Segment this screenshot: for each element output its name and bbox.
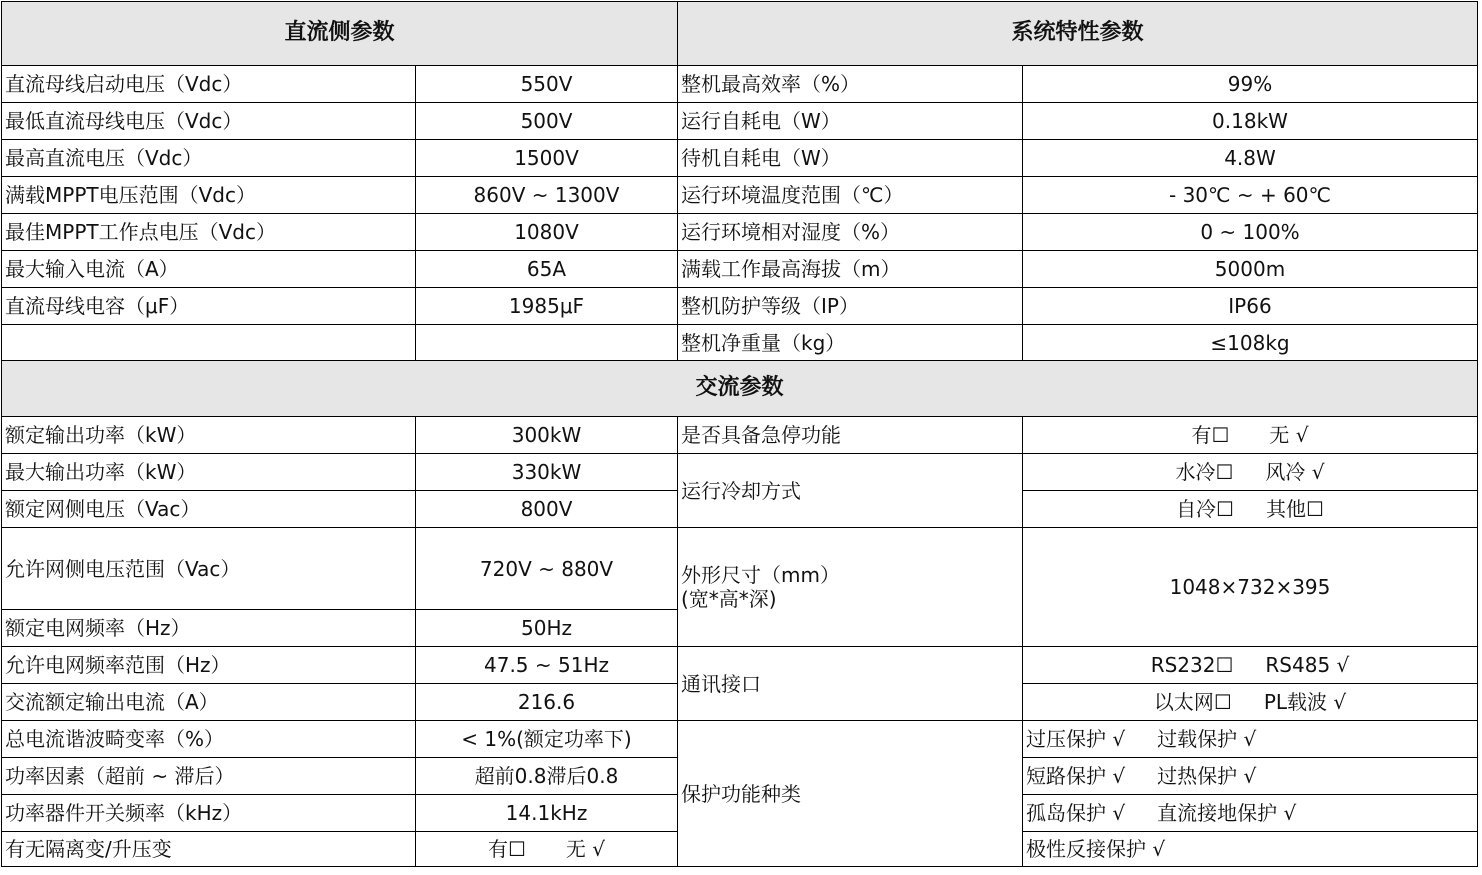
ac-row-label: 额定输出功率（kW） bbox=[1, 416, 416, 454]
dc-row-value: 500V bbox=[415, 102, 678, 140]
dimensions-value: 1048×732×395 bbox=[1022, 527, 1478, 647]
cooling-options-row bbox=[1022, 453, 1478, 491]
system-row-label: 待机自耗电（W） bbox=[677, 139, 1023, 177]
ac-row-value: 216.6 bbox=[415, 683, 678, 721]
emergency-stop-options bbox=[1022, 416, 1478, 454]
protection-islanding: 孤岛保护 √ bbox=[1026, 801, 1126, 825]
option-yes: 有☐ bbox=[487, 837, 526, 861]
system-row-label: 整机最高效率（%） bbox=[677, 65, 1023, 103]
dc-row-label: 直流母线启动电压（Vdc） bbox=[1, 65, 416, 103]
dc-row-value: 860V ~ 1300V bbox=[415, 176, 678, 214]
protection-dc-ground: 直流接地保护 √ bbox=[1157, 801, 1297, 825]
option-no: 无 √ bbox=[1269, 423, 1309, 447]
ac-row-label: 允许电网频率范围（Hz） bbox=[1, 646, 416, 684]
ac-row-label: 有无隔离变/升压变 bbox=[1, 831, 416, 867]
system-row-value: ≤108kg bbox=[1022, 324, 1478, 361]
option-rs232: RS232☐ bbox=[1150, 653, 1234, 677]
ac-header: 交流参数 bbox=[1, 360, 1478, 417]
system-row-label: 整机净重量（kg） bbox=[677, 324, 1023, 361]
ac-row-label: 额定网侧电压（Vac） bbox=[1, 490, 416, 528]
protection-row bbox=[1022, 757, 1478, 795]
comm-options-row bbox=[1022, 683, 1478, 721]
protection-reverse-polarity: 极性反接保护 √ bbox=[1026, 837, 1166, 861]
option-yes: 有☐ bbox=[1191, 423, 1230, 447]
cooling-label: 运行冷却方式 bbox=[677, 453, 1023, 528]
dc-row-value: 1080V bbox=[415, 213, 678, 251]
protection-row bbox=[1022, 831, 1478, 867]
system-row-value: IP66 bbox=[1022, 287, 1478, 325]
dc-row-value: 1985μF bbox=[415, 287, 678, 325]
system-row-value: - 30℃ ~ + 60℃ bbox=[1022, 176, 1478, 214]
ac-row-value: 330kW bbox=[415, 453, 678, 491]
comm-label: 通讯接口 bbox=[677, 646, 1023, 721]
dc-row-label: 最高直流电压（Vdc） bbox=[1, 139, 416, 177]
option-other: 其他☐ bbox=[1266, 497, 1324, 521]
dc-row-label: 最大输入电流（A） bbox=[1, 250, 416, 288]
ac-row-value: 800V bbox=[415, 490, 678, 528]
protection-label: 保护功能种类 bbox=[677, 720, 1023, 867]
ac-row-label: 最大输出功率（kW） bbox=[1, 453, 416, 491]
dc-row-value: 550V bbox=[415, 65, 678, 103]
protection-row bbox=[1022, 720, 1478, 758]
empty-cell bbox=[1, 324, 416, 361]
system-row-label: 运行自耗电（W） bbox=[677, 102, 1023, 140]
option-plc: PL载波 √ bbox=[1263, 690, 1347, 714]
dc-row-value: 65A bbox=[415, 250, 678, 288]
option-air: 风冷 √ bbox=[1265, 460, 1325, 484]
protection-short-circuit: 短路保护 √ bbox=[1026, 764, 1126, 788]
emergency-stop-label: 是否具备急停功能 bbox=[677, 416, 1023, 454]
empty-cell bbox=[415, 324, 678, 361]
dimensions-label-line1: 外形尺寸（mm） bbox=[681, 563, 840, 587]
isolation-options bbox=[415, 831, 678, 867]
protection-overheat: 过热保护 √ bbox=[1157, 764, 1257, 788]
dc-row-label: 最低直流母线电压（Vdc） bbox=[1, 102, 416, 140]
protection-overvoltage: 过压保护 √ bbox=[1026, 727, 1126, 751]
ac-row-label: 交流额定输出电流（A） bbox=[1, 683, 416, 721]
dc-row-value: 1500V bbox=[415, 139, 678, 177]
ac-row-label: 总电流谐波畸变率（%） bbox=[1, 720, 416, 758]
system-row-value: 5000m bbox=[1022, 250, 1478, 288]
system-row-value: 0.18kW bbox=[1022, 102, 1478, 140]
comm-options-row bbox=[1022, 646, 1478, 684]
ac-row-value: 720V ~ 880V bbox=[415, 527, 678, 610]
ac-row-value: 50Hz bbox=[415, 609, 678, 647]
ac-row-label: 功率因素（超前 ~ 滞后） bbox=[1, 757, 416, 795]
system-row-value: 4.8W bbox=[1022, 139, 1478, 177]
ac-row-value: < 1%(额定功率下) bbox=[415, 720, 678, 758]
ac-row-value: 超前0.8滞后0.8 bbox=[415, 757, 678, 795]
system-row-value: 99% bbox=[1022, 65, 1478, 103]
ac-row-value: 300kW bbox=[415, 416, 678, 454]
protection-overload: 过载保护 √ bbox=[1157, 727, 1257, 751]
system-row-label: 运行环境相对湿度（%） bbox=[677, 213, 1023, 251]
option-natural: 自冷☐ bbox=[1176, 497, 1234, 521]
system-row-value: 0 ~ 100% bbox=[1022, 213, 1478, 251]
dc-row-label: 直流母线电容（μF） bbox=[1, 287, 416, 325]
dimensions-label-line2: (宽*高*深) bbox=[681, 587, 777, 611]
system-header: 系统特性参数 bbox=[677, 1, 1478, 66]
dc-header: 直流侧参数 bbox=[1, 1, 678, 66]
dc-row-label: 最佳MPPT工作点电压（Vdc） bbox=[1, 213, 416, 251]
option-no: 无 √ bbox=[565, 837, 606, 861]
system-row-label: 运行环境温度范围（℃） bbox=[677, 176, 1023, 214]
dc-row-label: 满载MPPT电压范围（Vdc） bbox=[1, 176, 416, 214]
option-ethernet: 以太网☐ bbox=[1153, 690, 1232, 714]
system-row-label: 满载工作最高海拔（m） bbox=[677, 250, 1023, 288]
ac-row-label: 允许网侧电压范围（Vac） bbox=[1, 527, 416, 610]
ac-row-label: 额定电网频率（Hz） bbox=[1, 609, 416, 647]
ac-row-value: 14.1kHz bbox=[415, 794, 678, 832]
ac-row-value: 47.5 ~ 51Hz bbox=[415, 646, 678, 684]
option-rs485: RS485 √ bbox=[1265, 653, 1350, 677]
cooling-options-row bbox=[1022, 490, 1478, 528]
dimensions-label bbox=[677, 527, 1023, 647]
system-row-label: 整机防护等级（IP） bbox=[677, 287, 1023, 325]
protection-row bbox=[1022, 794, 1478, 832]
option-water: 水冷☐ bbox=[1175, 460, 1234, 484]
ac-row-label: 功率器件开关频率（kHz） bbox=[1, 794, 416, 832]
